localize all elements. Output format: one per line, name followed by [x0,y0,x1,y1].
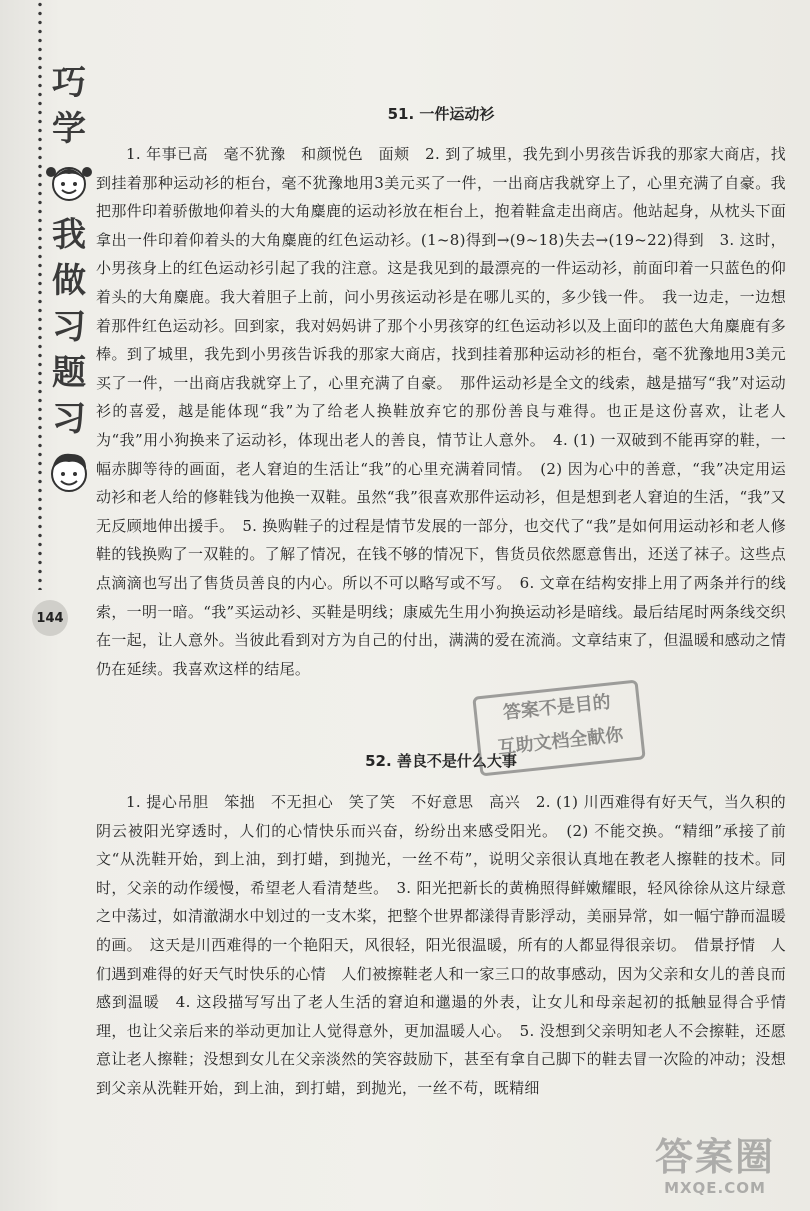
watermark-title: 答案圈 [654,1135,775,1179]
side-decoration [44,60,94,530]
side-glyph: 巧 [52,63,86,103]
answer-paragraph: 1. 年事已高 毫不犹豫 和颜悦色 面颊 2. 到了城里，我先到小男孩告诉我的那家大商店，找到挂着那种运动衫的柜台，毫不犹豫地用3美元买了一件，一出商店我就穿上了，心里充满了自豪。我把那件印着骄傲地仰着头的大角麋鹿的运动衫放在柜台上，抱着鞋盒走出商店。他站起身，从枕头下面拿出一件印着仰着头的大角麋鹿的红色运动衫。(1~8)得到→(9~18)失去→(19~22)得到 3. 这时，小男孩身上的红色运动衫引起了我的注意。这是我见到的最漂亮的一件运动衫，前面印着一只蓝色的仰着头的大角麋鹿。我大着胆子上前，问小男孩运动衫是在哪儿买的，多少钱一件。 我一边走，一边想着那件红色运动衫。回到家，我对妈妈讲了那个小男孩穿的红色运动衫以及上面印的蓝色大角麋鹿有多棒。到了城里，我先到小男孩告诉我的那家大商店，找到挂着那种运动衫的柜台，毫不犹豫地用3美元买了一件，一出商店我就穿上了，心里充满了自豪。 那件运动衫是全文的线索，越是描写“我”对运动衫的喜爱，越是能体现“我”为了给老人换鞋放弃它的那份善良与难得。也正是这份喜欢，让老人为“我”用小狗换来了运动衫，体现出老人的善良，情节让人意外。 4. (1) 一双破到不能再穿的鞋，一幅赤脚等待的画面，老人窘迫的生活让“我”的心里充满着同情。 (2) 因为心中的善意，“我”决定用运动衫和老人给的修鞋钱为他换一双鞋。虽然“我”很喜欢那件运动衫，但是想到老人窘迫的生活，“我”又无反顾地伸出援手。 5. 换购鞋子的过程是情节发展的一部分，也交代了“我”是如何用运动衫和老人修鞋的钱换购了一双鞋的。了解了情况，在钱不够的情况下，售货员依然愿意售出，还送了袜子。这些点点滴滴也写出了售货员善良的内心。所以不可以略写或不写。 6. 文章在结构安排上用了两条并行的线索，一明一暗。“我”买运动衫、买鞋是明线；康威先生用小狗换运动衫是暗线。最后结尾时两条线交织在一起，让人意外。当彼此看到对方为自己的付出，满满的爱在流淌。文章结束了，但温暖和感动之情仍在延续。我喜欢这样的结尾。 [96,145,786,678]
boy-face-icon [45,448,93,496]
watermark-url: MXQE.COM [664,1179,766,1197]
stamp-line: 答案不是目的 [502,691,612,724]
side-glyph: 题 [52,353,86,393]
stamp-line: 互助文档全献你 [496,724,625,759]
section-body [96,140,786,683]
page-number: 144 [32,600,68,636]
watermark-logo [640,1135,790,1199]
side-glyph: 习 [52,399,86,439]
side-glyph: 学 [52,109,86,149]
dotted-margin-line [38,0,42,590]
section-title: 51. 一件运动衫 [387,105,495,123]
section-body [96,788,786,1103]
section-title: 52. 善良不是什么大事 [365,752,517,770]
side-glyph: 我 [52,215,86,255]
side-glyph: 做 [52,261,86,301]
answer-paragraph: 1. 提心吊胆 笨拙 不无担心 笑了笑 不好意思 高兴 2. (1) 川西难得有好天气，当久积的阴云被阳光穿透时，人们的心情快乐而兴奋，纷纷出来感受阳光。 (2) 不能交换。“精细”承接了前文“从洗鞋开始，到上油，到打蜡，到抛光，一丝不苟”，说明父亲很认真地在教老人擦鞋的技术。同时，父亲的动作缓慢，希望老人看清楚些。 3. 阳光把新长的黄桷照得鲜嫩耀眼，轻风徐徐从这片绿意之中荡过，如清澈湖水中划过的一支木桨，把整个世界都漾得青影浮动，美丽异常，如一幅宁静而温暖的画。 这天是川西难得的一个艳阳天，风很轻，阳光很温暖，所有的人都显得很亲切。 借景抒情 人们遇到难得的好天气时快乐的心情 人们被擦鞋老人和一家三口的故事感动，因为父亲和女儿的善良而感到温暖 4. 这段描写写出了老人生活的窘迫和邋遢的外表，让女儿和母亲起初的抵触显得合乎情理，也让父亲后来的举动更加让人觉得意外，更加温暖人心。 5. 没想到父亲明知老人不会擦鞋，还愿意让老人擦鞋；没想到女儿在父亲淡然的笑容鼓励下，甚至有拿自己脚下的鞋去冒一次险的冲动；没想到父亲从洗鞋开始，到上油，到打蜡，到抛光，一丝不苟，既精细 [96,793,786,1097]
side-glyph: 习 [52,307,86,347]
girl-face-icon [45,158,93,206]
